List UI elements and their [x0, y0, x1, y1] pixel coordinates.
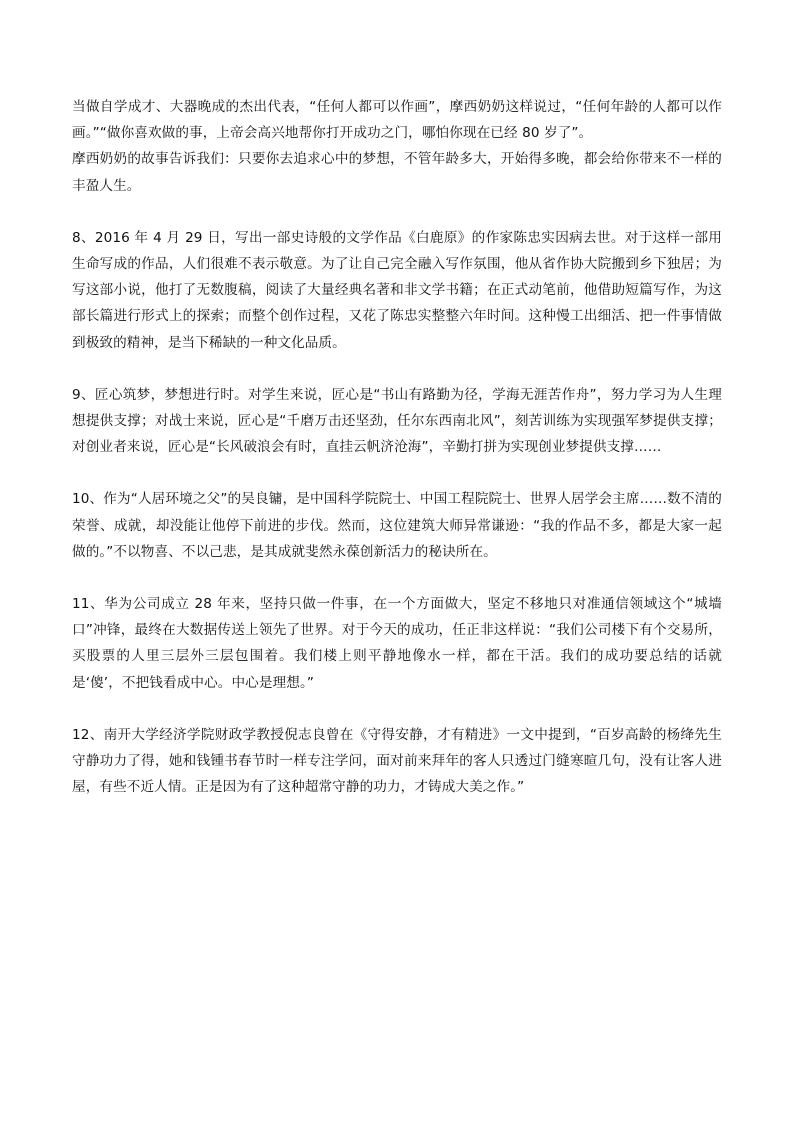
paragraph-spacer — [72, 356, 722, 382]
paragraph-item-11: 11、华为公司成立 28 年来，坚持只做一件事，在一个方面做大，坚定不移地只对准通信领域这个“城墙口”冲锋，最终在大数据传送上领先了世界。对于今天的成功，任正非这样说：“我们公司楼下有个交易所，买股票的人里三层外三层包围着。我们楼上则平静地像水一样，都在干活。我们的成功要总结的话就是‘傻’，不把钱看成中心。中心是理想。” — [72, 596, 722, 691]
paragraph-item-8: 8、2016 年 4 月 29 日，写出一部史诗般的文学作品《白鹿原》的作家陈忠实因病去世。对于这样一部用生命写成的作品，人们很难不表示敬意。为了让自己完全融入写作氛围，他从省作协大院搬到乡下独居；为写这部小说，他打了无数腹稿，阅读了大量经典名著和非文学书籍；在正式动笔前，他借助短篇写作，为这部长篇进行形式上的探索；而整个创作过程，又花了陈忠实整整六年时间。这种慢工出细活、把一件事情做到极致的精神，是当下稀缺的一种文化品质。 — [72, 229, 722, 351]
paragraph-moses-quote: 当做自学成才、大器晚成的杰出代表，“任何人都可以作画”，摩西奶奶这样说过，“任何年龄的人都可以作画。”“做你喜欢做的事，上帝会高兴地帮你打开成功之门，哪怕你现在已经 80 岁了”。 — [72, 99, 722, 142]
paragraph-spacer — [72, 199, 722, 225]
paragraph-moses-lesson: 摩西奶奶的故事告诉我们：只要你去追求心中的梦想，不管年龄多大，开始得多晚，都会给你带来不一样的丰盈人生。 — [72, 151, 722, 194]
paragraph-item-10: 10、作为“人居环境之父”的吴良镛，是中国科学院院士、中国工程院院士、世界人居学会主席……数不清的荣誉、成就，却没能让他停下前进的步伐。然而，这位建筑大师异常谦逊：“我的作品不多，都是大家一起做的。”不以物喜、不以己悲，是其成就斐然永葆创新活力的秘诀所在。 — [72, 491, 722, 560]
paragraph-spacer — [72, 696, 722, 722]
paragraph-spacer — [72, 565, 722, 591]
paragraph-item-12: 12、南开大学经济学院财政学教授倪志良曾在《守得安静，才有精进》一文中提到，“百岁高龄的杨绛先生守静功力了得，她和钱锺书春节时一样专注学问，面对前来拜年的客人只透过门缝寒暄几句，没有让客人进屋，有些不近人情。正是因为有了这种超常守静的功力，才铸成大美之作。” — [72, 726, 722, 796]
paragraph-spacer — [72, 460, 722, 486]
document-body — [72, 94, 722, 800]
paragraph-item-9: 9、匠心筑梦，梦想进行时。对学生来说，匠心是“书山有路勤为径，学海无涯苦作舟”，努力学习为人生理想提供支撑；对战士来说，匠心是“千磨万击还坚劲，任尔东西南北风”，刻苦训练为实现强军梦提供支撑；对创业者来说，匠心是“长风破浪会有时，直挂云帆济沧海”，辛勤打拼为实现创业梦提供支撑…… — [72, 386, 722, 456]
